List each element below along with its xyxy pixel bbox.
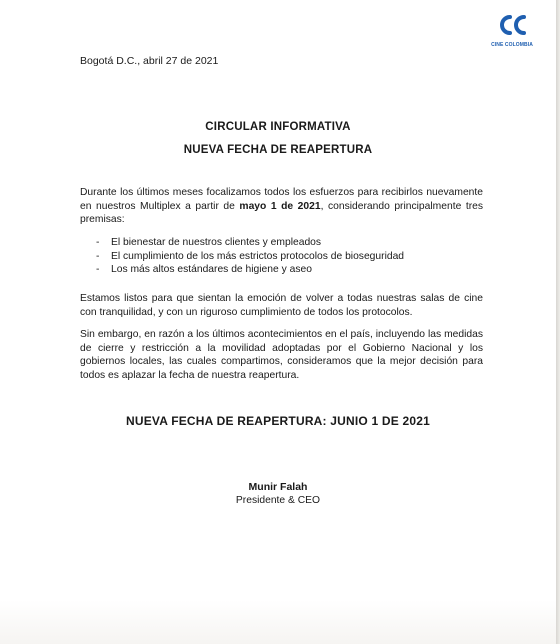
letter-date: Bogotá D.C., abril 27 de 2021 (80, 55, 219, 67)
bullet-dash: - (96, 250, 100, 262)
page-shadow (0, 600, 556, 644)
list-item (96, 263, 404, 277)
list-item (96, 250, 404, 264)
company-logo (486, 12, 538, 52)
page-edge-shadow (556, 0, 560, 644)
premise-text: El bienestar de nuestros clientes y empleados (111, 237, 322, 248)
cine-colombia-cc-logo-icon (495, 12, 529, 38)
new-reopening-date: NUEVA FECHA DE REAPERTURA: JUNIO 1 DE 2021 (125, 414, 430, 428)
premise-text: Los más altos estándares de higiene y aseo (111, 264, 312, 275)
intro-text-end: , considerando principalmente tres premisas: (80, 200, 483, 225)
intro-date-highlight: mayo 1 de 2021 (239, 200, 321, 212)
premise-text: El cumplimiento de los más estrictos protocolos de bioseguridad (111, 250, 405, 262)
logo-wordmark: CINE COLOMBIA (491, 42, 533, 48)
intro-paragraph (80, 186, 483, 227)
signer-title: Presidente & CEO (235, 495, 321, 506)
list-item (96, 236, 404, 250)
bullet-dash: - (96, 264, 100, 275)
letter-subtitle: NUEVA FECHA DE REAPERTURA (183, 144, 373, 156)
intro-text-start: Durante los últimos meses focalizamos todos los esfuerzos para recibirlos nuevamente en nuestros Multiplex a partir de (80, 187, 483, 212)
letter-title: CIRCULAR INFORMATIVA (205, 121, 351, 133)
however-paragraph: Sin embargo, en razón a los últimos acontecimientos en el país, incluyendo las medidas de cierre y restricción a la movilidad adoptadas por el Gobierno Nacional y los gobiernos locales, las cuales compartimos, consideramos que la mejor decisión para todos es aplazar la fecha de nuestra reapertura. (80, 329, 483, 381)
bullet-dash: - (96, 237, 100, 248)
signer-name: Munir Falah (248, 481, 308, 493)
premises-list (96, 236, 404, 277)
ready-paragraph: Estamos listos para que sientan la emoción de volver a todas nuestras salas de cine con tranquilidad, y con un riguroso cumplimiento de todos los protocolos. (80, 293, 483, 318)
